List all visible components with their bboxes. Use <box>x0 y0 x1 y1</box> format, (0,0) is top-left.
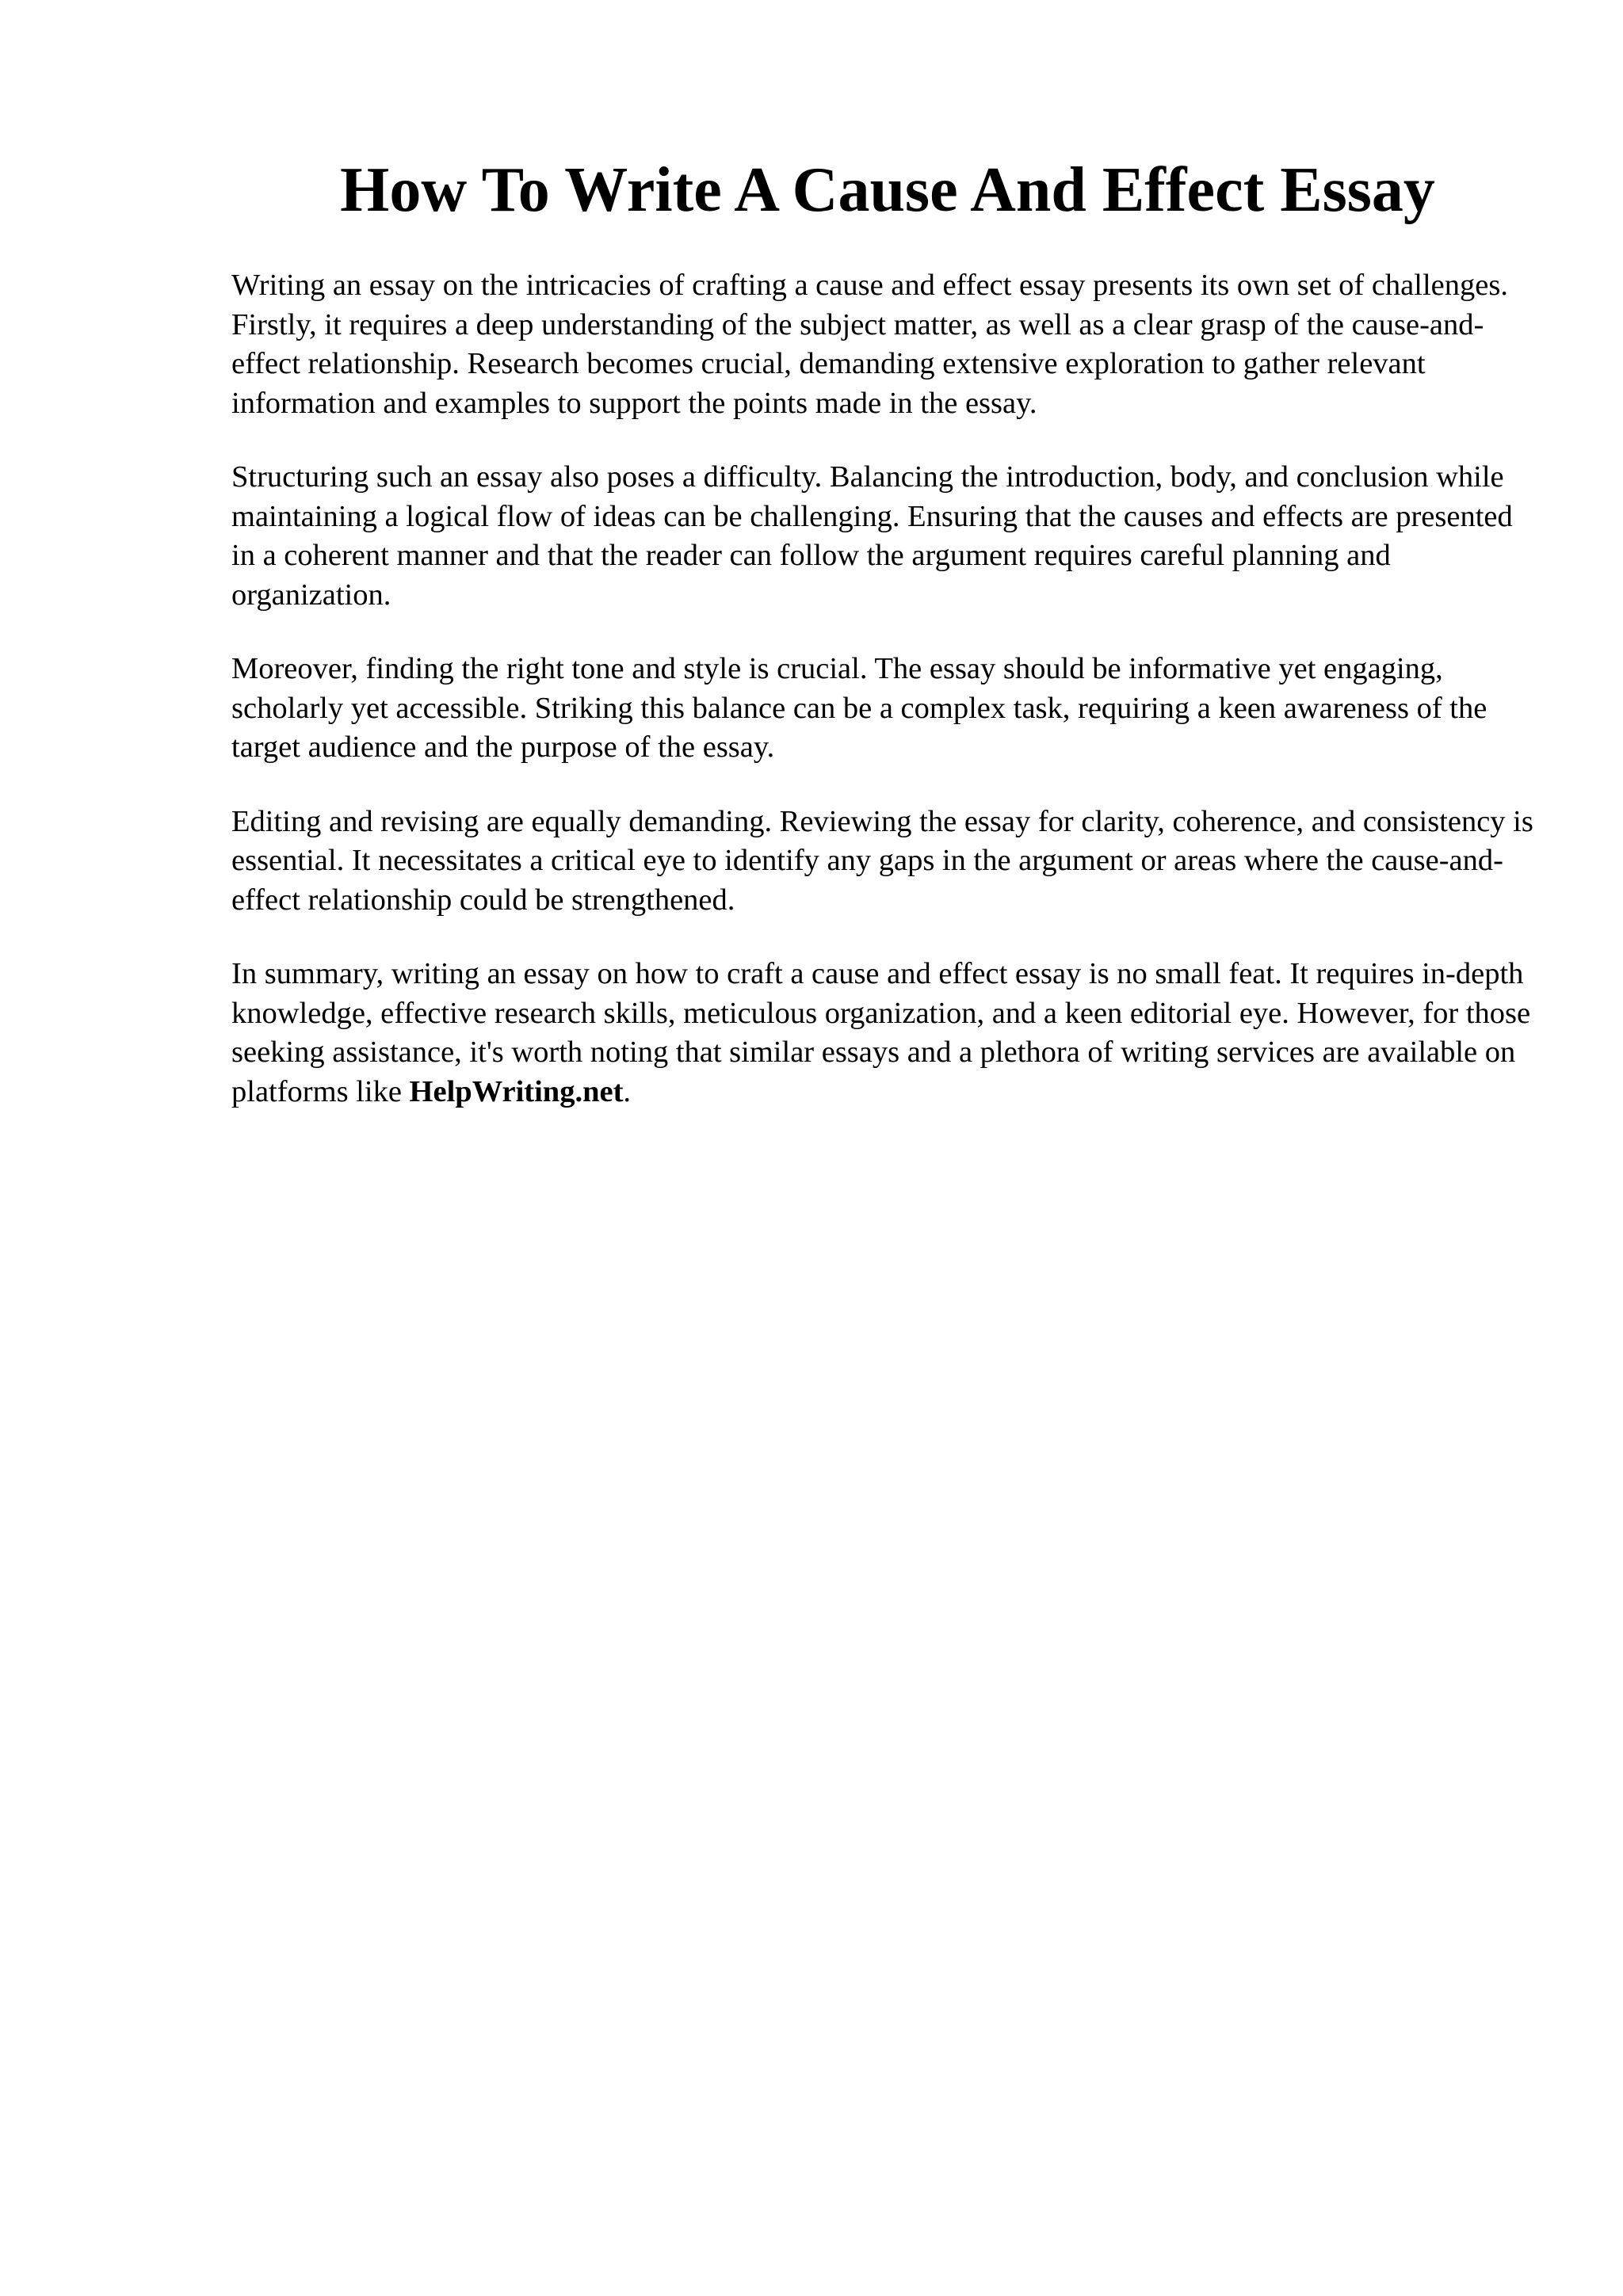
paragraph-4: Editing and revising are equally demanding. Reviewing the essay for clarity, coherence, and consistency is essential. It necessitates a critical eye to identify any gaps in the argument or areas where the cause-and-effect relationship could be strengthened. <box>231 804 1533 917</box>
paragraph-5 <box>231 955 1539 1112</box>
paragraph-3: Moreover, finding the right tone and style is crucial. The essay should be informative yet engaging, scholarly yet accessible. Striking this balance can be a complex task, requiring a keen awareness of the target audience and the purpose of the essay. <box>231 652 1487 764</box>
page-title: How To Write A Cause And Effect Essay <box>340 155 1435 225</box>
paragraph-5-text: In summary, writing an essay on how to craft a cause and effect essay is no small feat. It requires in-depth knowledge, effective research skills, meticulous organization, and a keen editorial eye. However, for those seeking assistance, it's worth noting that similar essays and a plethora of writing services are available on platforms like <box>231 957 1531 1108</box>
paragraph-2: Structuring such an essay also poses a difficulty. Balancing the introduction, body, and conclusion while maintaining a logical flow of ideas can be challenging. Ensuring that the causes and effects are presented in a coherent manner and that the reader can follow the argument requires careful planning and organization. <box>231 460 1513 612</box>
paragraph-1: Writing an essay on the intricacies of crafting a cause and effect essay presents its own set of challenges. Firstly, it requires a deep understanding of the subject matter, as well as a clear grasp of the cause-and-effect relationship. Research becomes crucial, demanding extensive exploration to gather relevant information and examples to support the points made in the essay. <box>231 269 1508 420</box>
essay-body <box>231 266 1539 1112</box>
helpwriting-link[interactable]: HelpWriting.net <box>409 1074 624 1108</box>
paragraph-5-suffix: . <box>623 1074 632 1108</box>
